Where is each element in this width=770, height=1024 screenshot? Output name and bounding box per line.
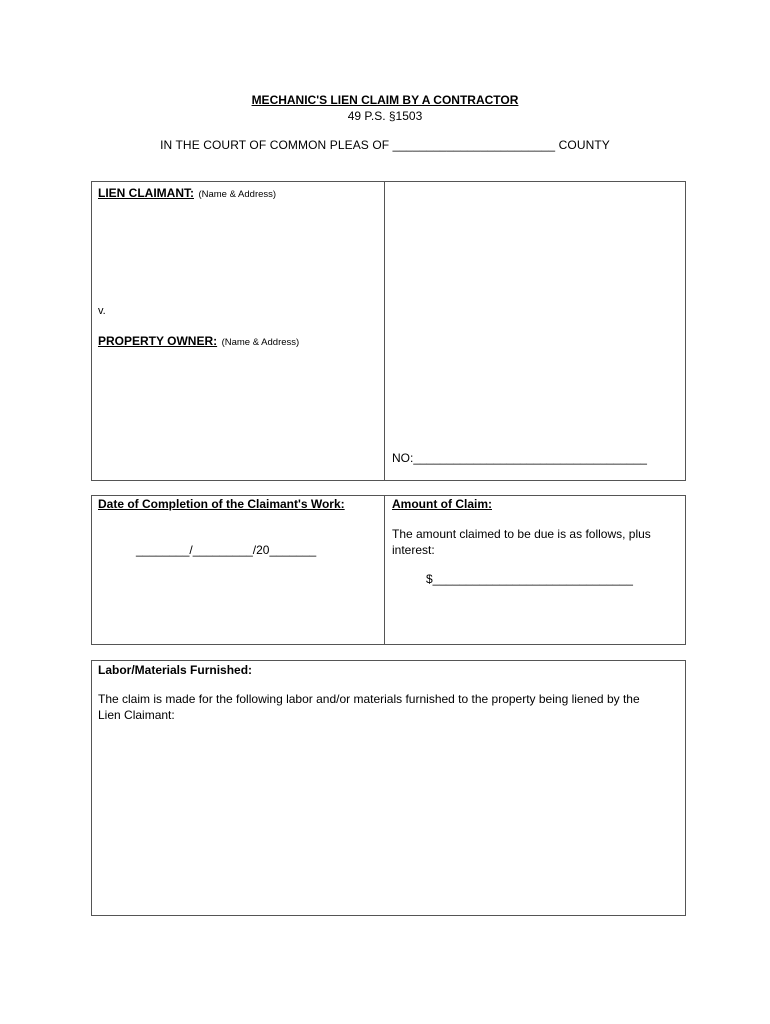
labor-materials-label: Labor/Materials Furnished: — [98, 663, 253, 677]
property-owner-heading — [98, 332, 299, 350]
statute-reference: 49 P.S. §1503 — [347, 109, 423, 123]
completion-amount-box — [91, 495, 686, 645]
parties-divider — [384, 181, 385, 481]
amount-description-line1: The amount claimed to be due is as follows, plus — [392, 527, 651, 541]
labor-materials-field[interactable] — [96, 726, 680, 910]
property-owner-label: PROPERTY OWNER: — [98, 334, 218, 348]
versus-label: v. — [98, 305, 106, 317]
lien-claimant-hint: (Name & Address) — [198, 189, 277, 200]
property-owner-hint: (Name & Address) — [221, 337, 300, 348]
completion-amount-divider — [384, 495, 385, 645]
amount-of-claim-label: Amount of Claim: — [392, 497, 492, 511]
labor-description-line2: Lien Claimant: — [98, 708, 175, 722]
property-owner-field[interactable] — [96, 350, 380, 475]
completion-date-field[interactable]: ________/_________/20_______ — [136, 543, 317, 557]
labor-description-line1: The claim is made for the following labor and/or materials furnished to the property being liened by the — [98, 692, 640, 706]
document-title: MECHANIC'S LIEN CLAIM BY A CONTRACTOR — [251, 93, 519, 107]
amount-description-line2: interest: — [392, 543, 435, 557]
case-number-line[interactable]: NO:___________________________________ — [392, 451, 647, 465]
case-caption-field[interactable] — [390, 186, 680, 441]
lien-claimant-label: LIEN CLAIMANT: — [98, 186, 194, 200]
lien-claimant-field[interactable] — [96, 202, 380, 298]
court-county-line: IN THE COURT OF COMMON PLEAS OF ________________________ COUNTY — [160, 138, 610, 152]
amount-field[interactable]: $______________________________ — [426, 572, 633, 586]
completion-date-label: Date of Completion of the Claimant's Work: — [98, 497, 345, 511]
lien-claimant-heading — [98, 184, 276, 202]
